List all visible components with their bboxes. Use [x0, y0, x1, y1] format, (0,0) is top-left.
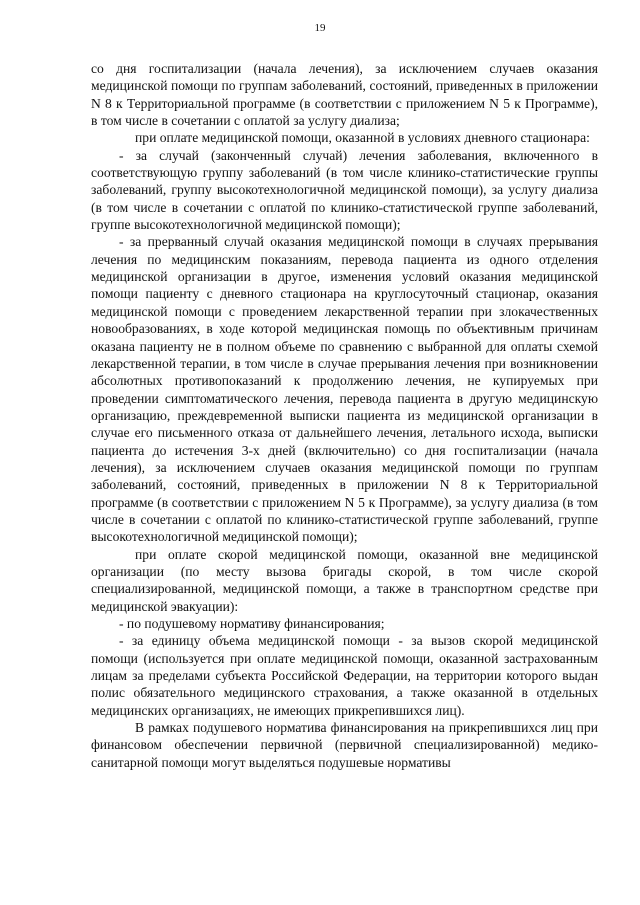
paragraph-interrupted-case: - за прерванный случай оказания медицинской помощи в случаях прерывания лечения по медицинским показаниям, перевода пациента из одного отделения медицинской организации в другое, изменения условий оказания медицинской помощи пациенту с дневного стационара на круглосуточный стационар, оказания медицинской помощи с проведением лекарственной терапии при злокачественных новообразованиях, в ходе которой медицинская помощь по объективным причинам оказана пациенту не в полном объеме по сравнению с выбранной для оплаты схемой лекарственной терапии, в том числе в случае прерывания лечения при возникновении абсолютных противопоказаний к продолжению лечения, не купируемых при проведении симптоматического лечения, перевода пациента в другую медицинскую организацию, преждевременной выписки пациента из медицинской организации в случае его письменного отказа от дальнейшего лечения, летального исхода, выписки пациента до истечения 3-х дней (включительно) со дня госпитализации (начала лечения), за исключением случаев оказания медицинской помощи по группам заболеваний, состояний, приведенных в приложении N 8 к Территориальной программе (в соответствии с приложением N 5 к Программе), за услугу диализа (в том числе в сочетании с оплатой по клинико-статистической группе заболеваний, группе высокотехнологичной медицинской помощи); — [91, 234, 598, 545]
page-number: 19 — [314, 22, 326, 34]
paragraph-continuation: со дня госпитализации (начала лечения), за исключением случаев оказания медицинской помощи по группам заболеваний, состояний, приведенных в приложении N 8 к Территориальной программе (в соответствии с приложением N 5 к Программе), в том числе в сочетании с оплатой за услугу диализа; — [91, 61, 598, 129]
paragraph-per-capita-financing: В рамках подушевого норматива финансирования на прикрепившихся лиц при финансовом обеспечении первичной (первичной специализированной) медико-санитарной помощи могут выделяться подушевые нормативы — [91, 720, 598, 770]
document-body — [91, 60, 598, 771]
paragraph-per-capita-norm: - по подушевому нормативу финансирования; — [119, 616, 385, 631]
paragraph-emergency-care-payment: при оплате скорой медицинской помощи, оказанной вне медицинской организации (по месту вызова бригады скорой, в том числе скорой специализированной, медицинской помощи, а также в транспортном средстве при медицинской эвакуации): — [91, 546, 598, 614]
paragraph-unit-of-volume: - за единицу объема медицинской помощи - за вызов скорой медицинской помощи (используется при оплате медицинской помощи, оказанной застрахованным лицам за пределами субъекта Российской Федерации, на территории которого выдан полис обязательного медицинского страхования, а также оказанной в отдельных медицинских организациях, не имеющих прикрепившихся лиц). — [91, 633, 598, 718]
paragraph-day-hospital-payment: при оплате медицинской помощи, оказанной в условиях дневного стационара: — [135, 130, 590, 146]
paragraph-completed-case: - за случай (законченный случай) лечения заболевания, включенного в соответствующую группу заболеваний (в том числе клинико-статистические группы заболеваний, группу высокотехнологичной медицинской помощи), за услугу диализа (в том числе в сочетании с оплатой по клинико-статистической группе заболеваний, группе высокотехнологичной медицинской помощи); — [91, 147, 598, 233]
